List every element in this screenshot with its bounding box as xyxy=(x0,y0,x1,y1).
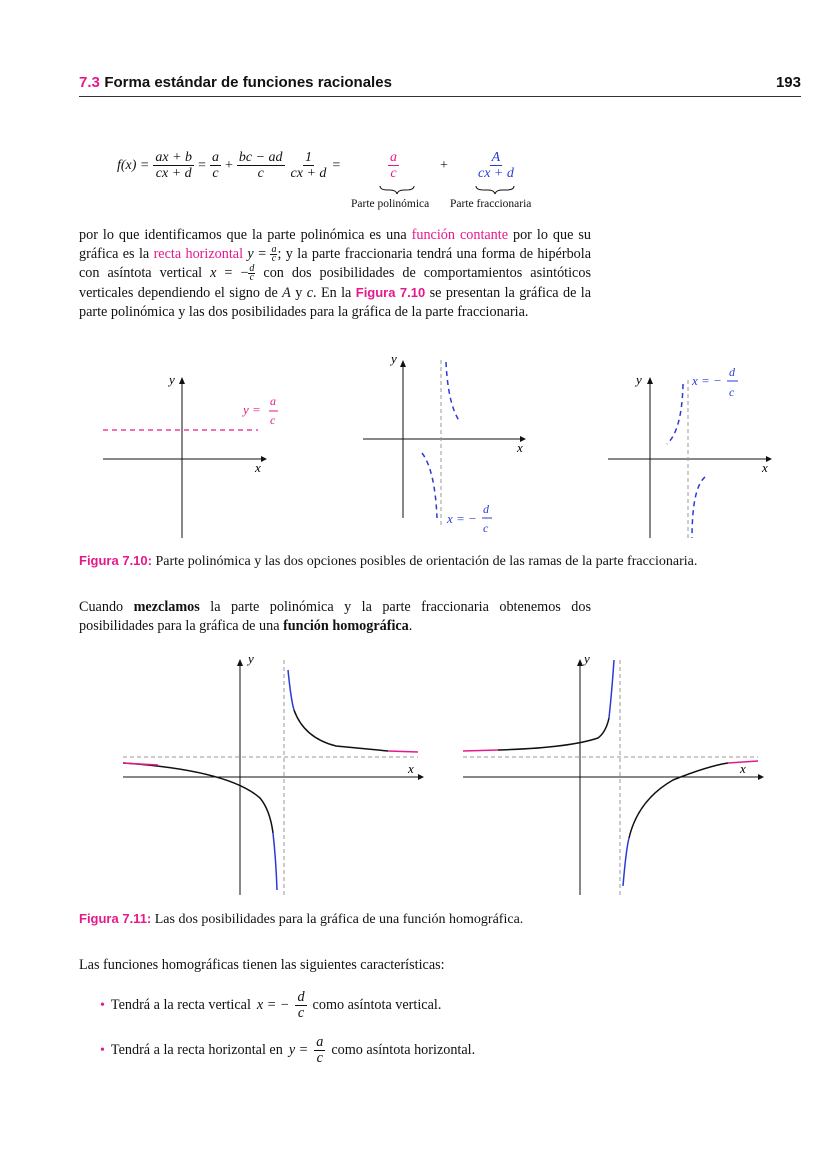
figure-7-10-caption: Figura 7.10: Parte polinómica y las dos opciones posibles de orientación de las ramas de la parte fraccionaria. xyxy=(79,553,698,569)
y-axis-label: y xyxy=(169,372,175,387)
paragraph-3: Las funciones homográficas tienen las siguientes características: xyxy=(79,957,445,973)
bullet-item: • Tendrá a la recta horizontal en y = $\frac{a}{c}$ como asíntota horizontal. xyxy=(100,1034,476,1066)
fraction: $\frac{ax + b}{cx + d}$ xyxy=(155,150,193,181)
section-title: Forma estándar de funciones racionales xyxy=(104,74,392,91)
fractional-part: $\frac{A}{cx + d}$ xyxy=(478,150,514,181)
figure-7-11-caption: Figura 7.11: Las dos posibilidades para la gráfica de una función homográfica. xyxy=(79,911,524,927)
link-funcion-constante[interactable]: función contante xyxy=(411,227,509,243)
page-number: 193 xyxy=(775,74,801,91)
fig11-plot-a xyxy=(118,650,428,900)
polynomial-part: $\frac{a}{c}$ xyxy=(390,150,397,181)
bullet-icon: • xyxy=(100,1043,105,1058)
svg-text:y =: y = xyxy=(243,402,261,417)
main-equation: f(x) = $\frac{ax + b}{cx + d}$ = $\frac{a}{c}$ + $\frac{bc - ad}{c}$ $\frac{1}{cx + d}$ = xyxy=(117,150,341,181)
svg-text:y: y xyxy=(584,651,590,666)
underbraces xyxy=(370,184,530,196)
fig10-plot-polynomial xyxy=(95,360,295,545)
svg-text:x: x xyxy=(408,761,414,776)
label-polynomial: Parte polinómica xyxy=(351,198,430,210)
link-recta-horizontal[interactable]: recta horizontal xyxy=(153,246,244,262)
svg-text:y: y xyxy=(636,372,642,387)
fraction: $\frac{bc - ad}{c}$ xyxy=(238,150,283,181)
paragraph-2: Cuando mezclamos la parte polinómica y la parte fraccionaria obtenemos dos posibilidades para la gráfica de una función homográfica. xyxy=(79,599,591,634)
fig11-plot-b xyxy=(458,650,768,900)
bullet-icon: • xyxy=(100,998,105,1013)
page-header xyxy=(79,74,801,97)
svg-text:y: y xyxy=(248,651,254,666)
svg-text:x: x xyxy=(740,761,746,776)
svg-text:a: a xyxy=(270,394,276,408)
svg-text:y: y xyxy=(391,351,397,366)
svg-text:d: d xyxy=(729,365,735,379)
svg-text:c: c xyxy=(729,385,735,399)
paragraph-1: por lo que identificamos que la parte polinómica es una función contante por lo que su gráfica es la recta horizontal y = $\frac{a}{c}$ ; y la parte fraccionaria tendrá una forma de hipérbola con asíntota vertical x = − $\frac{d}{c}$ con dos posibilidades de comportamientos asintóticos verticales dependiendo el signo de A y c. En la Figura 7.10 se presentan la gráfica de la parte polinómica y las dos posibilidades para la gráfica de la parte fraccionaria. xyxy=(79,227,592,320)
svg-text:x: x xyxy=(762,460,768,475)
bullet-item: • Tendrá a la recta vertical x = − $\frac{d}{c}$ como asíntota vertical. xyxy=(100,989,442,1021)
svg-text:d: d xyxy=(483,502,489,516)
svg-text:x: x xyxy=(517,440,523,455)
fraction: $\frac{1}{cx + d}$ xyxy=(290,150,327,181)
plus-sign: + xyxy=(440,158,448,173)
x-axis-label: x xyxy=(255,460,261,475)
label-fractional: Parte fraccionaria xyxy=(450,198,532,210)
fig10-plot-fractional-a xyxy=(355,350,545,540)
section-number: 7.3 xyxy=(79,74,100,91)
svg-text:c: c xyxy=(483,521,489,535)
figure-reference[interactable]: Figura 7.10 xyxy=(355,285,426,300)
fraction: $\frac{a}{c}$ xyxy=(211,150,219,181)
equation-lhs: f(x) = xyxy=(117,157,150,173)
svg-text:c: c xyxy=(270,413,276,427)
fig10-plot-fractional-b xyxy=(600,360,780,545)
svg-text:x = −: x = − xyxy=(692,373,722,388)
svg-text:x = −: x = − xyxy=(447,511,477,526)
